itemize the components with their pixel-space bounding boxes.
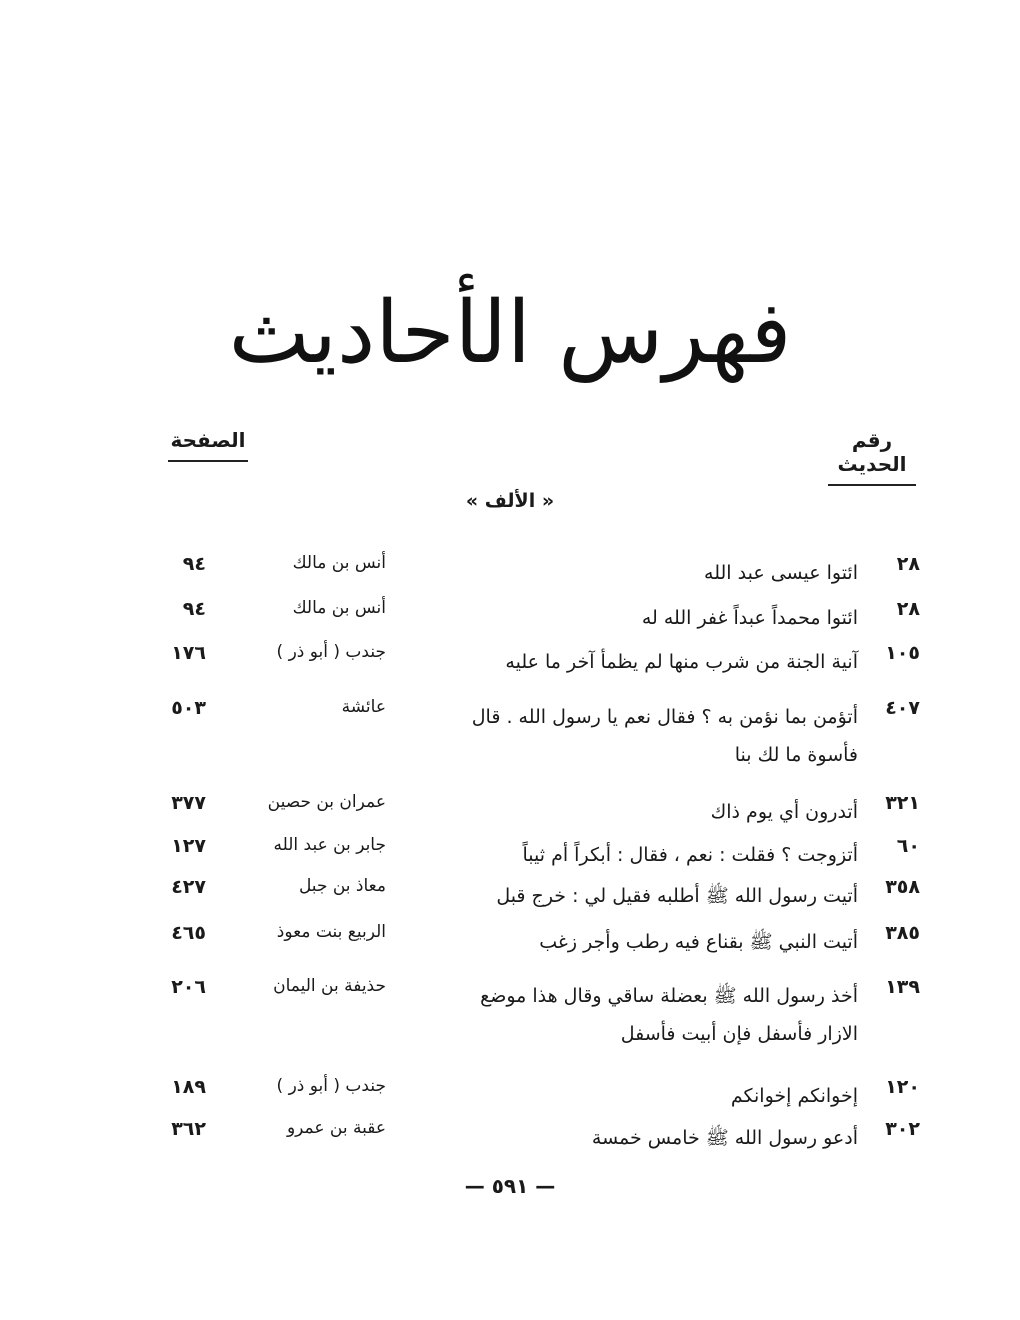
- narrator: جندب ( أبو ذر ): [276, 1076, 386, 1096]
- page-number-header: الصفحة: [168, 428, 248, 462]
- hadith-text: آنية الجنة من شرب منها لم يظمأ آخر ما عليه: [505, 651, 858, 673]
- hadith-text-continued: فأسوة ما لك بنا: [734, 744, 858, 766]
- hadith-number: ٣٨٥: [885, 922, 920, 944]
- hadith-text: أتدرون أي يوم ذاك: [710, 801, 858, 823]
- index-entry: [0, 598, 1020, 638]
- index-entry: [0, 976, 1020, 1056]
- hadith-number: ٢٨: [896, 598, 920, 620]
- hadith-text: أتيت النبي ﷺ بقناع فيه رطب وأجر زغب: [539, 931, 858, 953]
- hadith-number: ٣٠٢: [885, 1118, 920, 1140]
- page-number: ٣٦٢: [171, 1118, 206, 1140]
- narrator: جندب ( أبو ذر ): [276, 642, 386, 662]
- page-number: ٢٠٦: [171, 976, 206, 998]
- page-number: ١٧٦: [171, 642, 206, 664]
- index-entry: [0, 876, 1020, 916]
- index-entry: [0, 922, 1020, 962]
- hadith-text: ائتوا محمداً عبداً غفر الله له: [641, 607, 858, 629]
- narrator: حذيفة بن اليمان: [273, 976, 386, 996]
- index-entry: [0, 835, 1020, 875]
- page-title: فهرس الأحاديث: [228, 283, 792, 383]
- hadith-number: ٢٨: [896, 553, 920, 575]
- section-heading: « الألف »: [465, 490, 555, 512]
- index-entry: [0, 1118, 1020, 1158]
- page-number: ٤٦٥: [171, 922, 206, 944]
- page-number: ٩٤: [182, 598, 206, 620]
- narrator: الربيع بنت معوذ: [276, 922, 386, 942]
- hadith-number: ١٢٠: [885, 1076, 920, 1098]
- hadith-text: أتيت رسول الله ﷺ أطلبه فقيل لي : خرج قبل: [496, 885, 858, 907]
- narrator: معاذ بن جبل: [298, 876, 386, 896]
- narrator: أنس بن مالك: [292, 598, 386, 618]
- page-number: ٥٠٣: [171, 697, 206, 719]
- hadith-number: ٦٠: [896, 835, 920, 857]
- hadith-number: ٤٠٧: [885, 697, 920, 719]
- index-entry: [0, 697, 1020, 777]
- hadith-number-header: رقم الحديث: [828, 428, 916, 486]
- page-number: ٤٢٧: [171, 876, 206, 898]
- narrator: جابر بن عبد الله: [273, 835, 386, 855]
- hadith-number: ٣٢١: [885, 792, 920, 814]
- hadith-text-continued: الازار فأسفل فإن أبيت فأسفل: [620, 1023, 858, 1045]
- page-number: ١٢٧: [171, 835, 206, 857]
- page-footer-number: — ٥٩١ —: [464, 1174, 556, 1198]
- hadith-text: أدعو رسول الله ﷺ خامس خمسة: [591, 1127, 858, 1149]
- narrator: عمران بن حصين: [267, 792, 386, 812]
- hadith-number: ١٣٩: [885, 976, 920, 998]
- page-number: ٣٧٧: [171, 792, 206, 814]
- hadith-number: ١٠٥: [885, 642, 920, 664]
- index-entry: [0, 792, 1020, 832]
- hadith-text: أتؤمن بما نؤمن به ؟ فقال نعم يا رسول الله . قال: [471, 706, 858, 728]
- narrator: أنس بن مالك: [292, 553, 386, 573]
- hadith-text: أتزوجت ؟ فقلت : نعم ، فقال : أبكراً أم ثيباً: [522, 844, 858, 866]
- index-entry: [0, 642, 1020, 682]
- page-number: ١٨٩: [171, 1076, 206, 1098]
- index-entry: [0, 1076, 1020, 1116]
- hadith-number: ٣٥٨: [885, 876, 920, 898]
- hadith-text: إخوانكم إخوانكم: [730, 1085, 858, 1107]
- hadith-text: ائتوا عيسى عبد الله: [704, 562, 858, 584]
- page-number: ٩٤: [182, 553, 206, 575]
- narrator: عقبة بن عمرو: [286, 1118, 386, 1138]
- narrator: عائشة: [341, 697, 386, 717]
- hadith-text: أخذ رسول الله ﷺ بعضلة ساقي وقال هذا موضع: [480, 985, 858, 1007]
- index-entry: [0, 553, 1020, 593]
